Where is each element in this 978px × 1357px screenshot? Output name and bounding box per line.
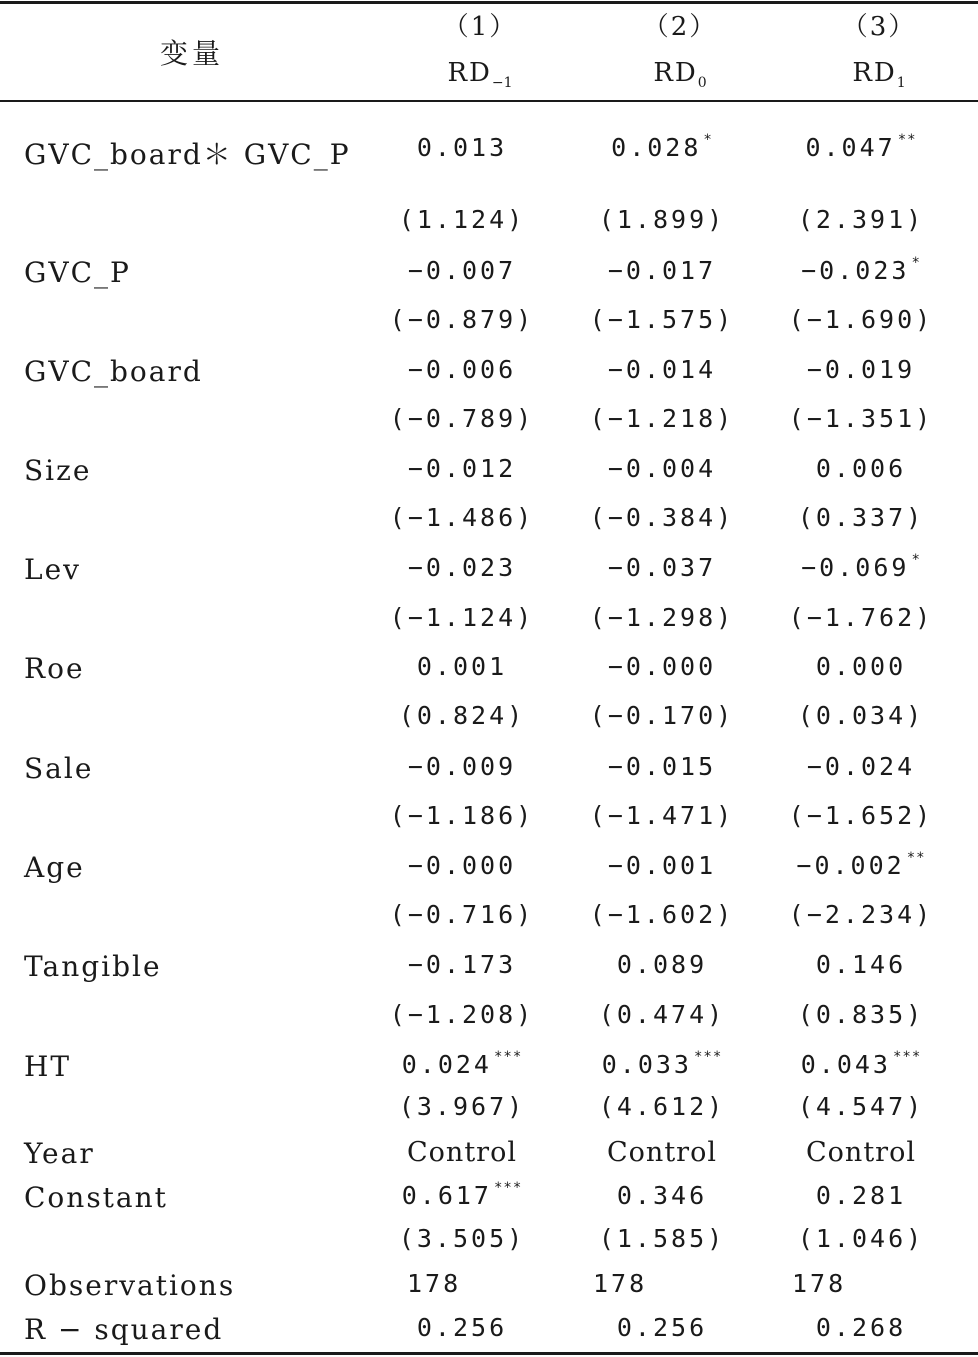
cell-value: 178 (407, 1269, 462, 1298)
column-name-text: RD (447, 58, 492, 88)
row-label: Constant (24, 1181, 168, 1214)
cell-column-2 (552, 652, 772, 681)
cell-value: −0.037 (607, 553, 717, 582)
cell-value: 0.256 (616, 1313, 708, 1342)
cell-column-3 (751, 355, 971, 384)
table-row (0, 1313, 978, 1357)
row-label: Year (24, 1137, 95, 1170)
cell-value: (−1.351) (788, 404, 934, 433)
cell-column-2 (552, 801, 772, 830)
cell-value: 0.268 (815, 1313, 907, 1342)
cell-column-2 (552, 851, 772, 880)
cell-column-1 (352, 553, 572, 582)
cell-column-2 (552, 1224, 772, 1253)
cell-column-3 (751, 1313, 971, 1342)
cell-value: −0.000 (407, 851, 517, 880)
cell-column-2 (552, 1181, 772, 1210)
significance-stars: ** (897, 132, 917, 148)
cell-value: (−1.575) (589, 305, 735, 334)
cell-value: (−0.384) (589, 503, 735, 532)
cell-value: 0.346 (616, 1181, 708, 1210)
cell-value: (−0.789) (389, 404, 535, 433)
cell-column-3 (751, 652, 971, 681)
row-label: Roe (24, 652, 85, 685)
table-row (0, 133, 978, 177)
cell-column-2 (552, 752, 772, 781)
cell-value: (−2.234) (788, 900, 934, 929)
cell-column-3 (751, 553, 971, 582)
cell-value: (−1.762) (788, 603, 934, 632)
column-name-subscript: −1 (491, 75, 513, 91)
cell-column-2 (552, 1092, 772, 1121)
cell-value: −0.023 (407, 553, 517, 582)
significance-stars: *** (493, 1180, 523, 1196)
cell-column-1 (352, 205, 572, 234)
cell-column-2 (552, 950, 772, 979)
cell-value: −0.001 (607, 851, 717, 880)
column-2-name (580, 58, 780, 91)
row-label: GVC_P (24, 256, 131, 289)
cell-column-3 (751, 1137, 971, 1168)
table-row (0, 851, 978, 895)
cell-column-3 (751, 404, 971, 433)
cell-column-3 (751, 900, 971, 929)
cell-value: (−1.298) (589, 603, 735, 632)
cell-column-2 (552, 553, 772, 582)
cell-value: −0.024 (806, 752, 916, 781)
cell-column-1 (352, 1181, 572, 1210)
cell-value: (−0.170) (589, 701, 735, 730)
cell-value: Control (806, 1137, 916, 1168)
cell-column-1 (352, 355, 572, 384)
column-name-text: RD (852, 58, 897, 88)
table-row (0, 652, 978, 696)
cell-column-1 (352, 1137, 572, 1168)
cell-value: 0.281 (815, 1181, 907, 1210)
cell-column-2 (552, 603, 772, 632)
cell-column-3 (751, 503, 971, 532)
cell-value: −0.004 (607, 454, 717, 483)
cell-value: (4.612) (598, 1092, 726, 1121)
cell-column-3 (751, 1092, 971, 1121)
cell-value: (1.899) (598, 205, 726, 234)
cell-value: Control (407, 1137, 517, 1168)
cell-column-3 (751, 1050, 971, 1079)
cell-column-1 (352, 1050, 572, 1079)
table-row (0, 305, 978, 349)
significance-stars: * (911, 552, 921, 568)
table-row (0, 355, 978, 399)
cell-value: 0.146 (815, 950, 907, 979)
table-row (0, 553, 978, 597)
column-2-number: （2） (642, 12, 718, 42)
cell-column-2 (552, 404, 772, 433)
cell-column-1 (352, 900, 572, 929)
cell-value: 0.001 (416, 652, 508, 681)
column-name-subscript: 0 (697, 75, 707, 91)
table-row (0, 1092, 978, 1136)
row-label: Observations (24, 1269, 236, 1302)
row-label: Sale (24, 752, 94, 785)
cell-value: −0.014 (607, 355, 717, 384)
table-row (0, 801, 978, 845)
cell-value: 0.256 (416, 1313, 508, 1342)
significance-stars: *** (693, 1049, 723, 1065)
cell-column-1 (352, 1092, 572, 1121)
cell-column-1 (352, 256, 572, 285)
variable-header: 变量 (159, 37, 224, 70)
column-1-name (380, 58, 580, 91)
cell-column-3 (751, 1224, 971, 1253)
cell-value: −0.173 (407, 950, 517, 979)
cell-column-3 (751, 305, 971, 334)
cell-column-1 (352, 503, 572, 532)
table-row (0, 1050, 978, 1094)
cell-column-1 (352, 603, 572, 632)
cell-value: (0.474) (598, 1000, 726, 1029)
cell-value: 0.024 (401, 1050, 492, 1079)
cell-column-2 (552, 355, 772, 384)
cell-value: 0.089 (616, 950, 708, 979)
table-row (0, 1269, 978, 1313)
cell-value: −0.002 (796, 851, 905, 880)
significance-stars: * (703, 132, 713, 148)
cell-column-3 (792, 1269, 978, 1298)
cell-value: −0.007 (407, 256, 517, 285)
cell-column-3 (751, 752, 971, 781)
cell-column-1 (352, 950, 572, 979)
cell-value: (0.835) (797, 1000, 925, 1029)
cell-column-2 (552, 900, 772, 929)
cell-column-1 (352, 1224, 572, 1253)
table-header-rule (0, 100, 978, 102)
cell-column-3 (751, 851, 971, 880)
cell-column-1 (352, 851, 572, 880)
cell-column-2 (552, 305, 772, 334)
cell-column-1 (352, 652, 572, 681)
significance-stars: *** (892, 1049, 922, 1065)
cell-column-2 (552, 1137, 772, 1168)
row-label: Lev (24, 553, 81, 586)
cell-column-2 (552, 454, 772, 483)
cell-value: 178 (792, 1269, 847, 1298)
table-row (0, 454, 978, 498)
cell-value: (0.034) (797, 701, 925, 730)
cell-column-2 (552, 1000, 772, 1029)
cell-value: (1.585) (598, 1224, 726, 1253)
cell-value: 0.617 (401, 1181, 492, 1210)
cell-value: (−1.602) (589, 900, 735, 929)
table-row (0, 503, 978, 547)
column-name-subscript: 1 (896, 75, 906, 91)
cell-column-2 (552, 1050, 772, 1079)
cell-column-3 (751, 454, 971, 483)
cell-column-3 (751, 701, 971, 730)
cell-column-1 (352, 305, 572, 334)
cell-value: (−1.124) (389, 603, 535, 632)
cell-value: (3.967) (398, 1092, 526, 1121)
cell-value: (0.337) (797, 503, 925, 532)
cell-value: 0.000 (815, 652, 907, 681)
table-row (0, 1181, 978, 1225)
cell-column-3 (751, 603, 971, 632)
cell-value: Control (607, 1137, 717, 1168)
table-row (0, 950, 978, 994)
cell-column-3 (751, 801, 971, 830)
cell-value: (−1.471) (589, 801, 735, 830)
cell-value: (2.391) (797, 205, 925, 234)
significance-stars: * (911, 255, 921, 271)
cell-value: −0.015 (607, 752, 717, 781)
cell-value: (−1.208) (389, 1000, 535, 1029)
cell-column-3 (751, 205, 971, 234)
cell-value: (−1.486) (389, 503, 535, 532)
row-label: R − squared (24, 1313, 224, 1346)
cell-value: −0.009 (407, 752, 517, 781)
table-row (0, 900, 978, 944)
table-row (0, 404, 978, 448)
cell-value: 0.006 (815, 454, 907, 483)
cell-column-3 (751, 950, 971, 979)
column-name-text: RD (653, 58, 698, 88)
table-row (0, 1000, 978, 1044)
cell-column-2 (552, 133, 772, 162)
table-row (0, 1137, 978, 1181)
cell-value: (1.046) (797, 1224, 925, 1253)
row-label: Size (24, 454, 92, 487)
cell-value: (1.124) (398, 205, 526, 234)
cell-value: (−1.186) (389, 801, 535, 830)
row-label: HT (24, 1050, 72, 1083)
cell-value: (−1.690) (788, 305, 934, 334)
cell-value: −0.017 (607, 256, 717, 285)
cell-column-2 (593, 1269, 813, 1298)
cell-value: 178 (593, 1269, 648, 1298)
cell-value: (−1.652) (788, 801, 934, 830)
cell-column-1 (352, 1000, 572, 1029)
table-row (0, 1224, 978, 1268)
cell-column-1 (352, 752, 572, 781)
cell-value: −0.069 (801, 553, 910, 582)
cell-value: 0.033 (601, 1050, 692, 1079)
cell-column-1 (352, 701, 572, 730)
cell-column-3 (751, 256, 971, 285)
cell-column-1 (352, 801, 572, 830)
cell-column-3 (751, 1000, 971, 1029)
cell-value: −0.019 (806, 355, 916, 384)
table-row (0, 256, 978, 300)
cell-column-2 (552, 503, 772, 532)
table-row (0, 701, 978, 745)
table-row (0, 205, 978, 249)
row-label: Tangible (24, 950, 162, 983)
cell-value: (−0.879) (389, 305, 535, 334)
significance-stars: ** (906, 850, 926, 866)
cell-value: −0.023 (801, 256, 910, 285)
significance-stars: *** (493, 1049, 523, 1065)
cell-value: 0.013 (416, 133, 508, 162)
column-3-name (779, 58, 978, 91)
cell-value: 0.028 (611, 133, 702, 162)
cell-column-2 (552, 1313, 772, 1342)
cell-column-3 (751, 1181, 971, 1210)
cell-column-1 (352, 454, 572, 483)
cell-value: (0.824) (398, 701, 526, 730)
cell-column-1 (352, 404, 572, 433)
column-1-number: （1） (442, 12, 518, 42)
table-row (0, 752, 978, 796)
column-3-number: （3） (841, 12, 917, 42)
cell-value: −0.000 (607, 652, 717, 681)
row-label: Age (24, 851, 85, 884)
row-label: GVC_board＊ GVC_P (24, 138, 351, 171)
cell-column-2 (552, 205, 772, 234)
table-bottom-rule (0, 1352, 978, 1355)
cell-value: 0.043 (800, 1050, 891, 1079)
cell-value: (−0.716) (389, 900, 535, 929)
cell-value: −0.012 (407, 454, 517, 483)
table-row (0, 603, 978, 647)
cell-value: (4.547) (797, 1092, 925, 1121)
cell-column-2 (552, 701, 772, 730)
cell-column-3 (751, 133, 971, 162)
row-label: GVC_board (24, 355, 203, 388)
cell-value: −0.006 (407, 355, 517, 384)
cell-column-1 (352, 1313, 572, 1342)
cell-value: (3.505) (398, 1224, 526, 1253)
cell-value: (−1.218) (589, 404, 735, 433)
cell-column-1 (352, 133, 572, 162)
cell-column-2 (552, 256, 772, 285)
table-top-rule (0, 1, 978, 4)
cell-value: 0.047 (805, 133, 896, 162)
